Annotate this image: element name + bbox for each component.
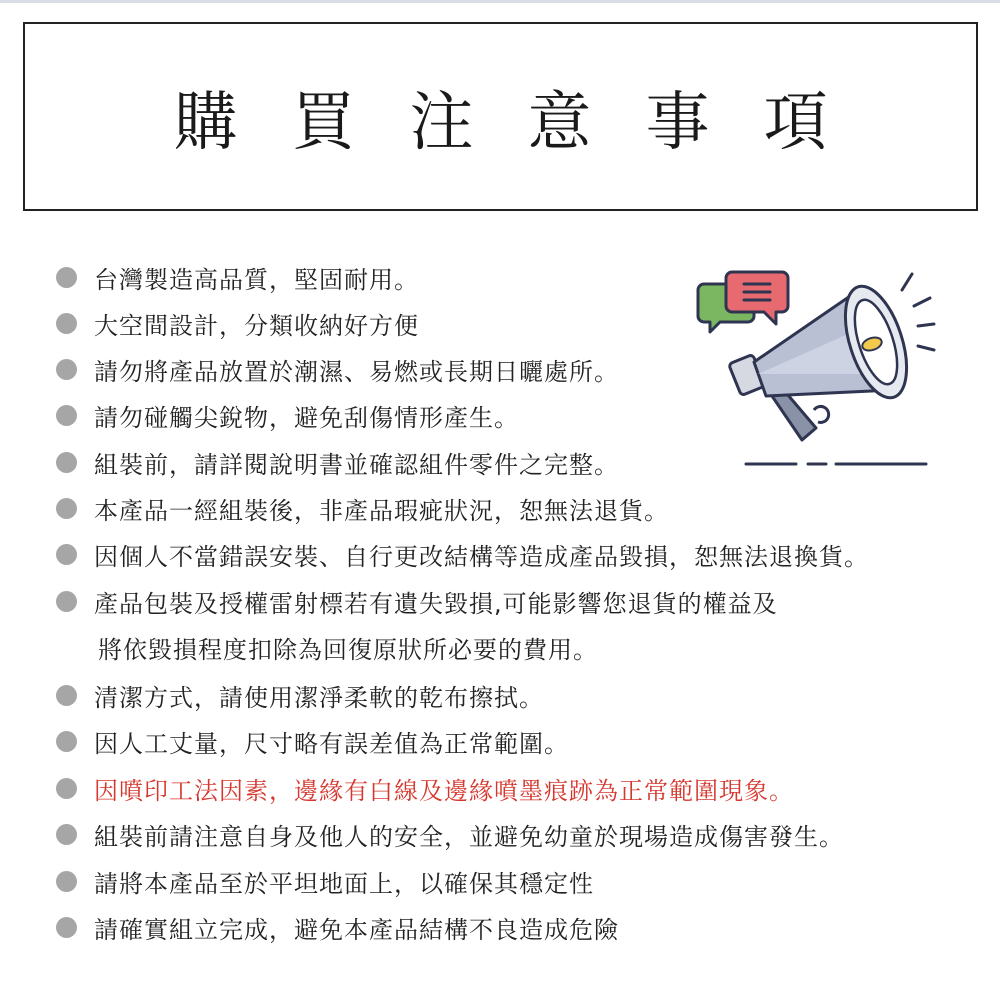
note-text: 因人工丈量，尺寸略有誤差值為正常範圍。 [94, 729, 569, 758]
top-divider [0, 0, 1000, 3]
bullet-icon [56, 452, 77, 473]
note-text: 請勿碰觸尖銳物，避免刮傷情形產生。 [94, 403, 519, 432]
bullet-icon [56, 778, 77, 799]
note-item [56, 487, 669, 529]
note-item [56, 533, 869, 575]
note-text: 請勿將產品放置於潮濕、易燃或長期日曬處所。 [94, 357, 619, 386]
note-item-highlight [56, 767, 794, 809]
bullet-icon [56, 267, 77, 288]
bullet-icon [56, 917, 77, 938]
note-item [56, 906, 619, 948]
note-text: 台灣製造高品質，堅固耐用。 [94, 265, 419, 294]
note-text: 組裝前，請詳閱說明書並確認組件零件之完整。 [94, 450, 619, 479]
megaphone-illustration [696, 262, 936, 474]
megaphone-icon [696, 262, 936, 474]
bullet-icon [56, 685, 77, 706]
note-item [56, 674, 544, 716]
note-item [56, 813, 844, 855]
note-text: 產品包裝及授權雷射標若有遺失毀損,可能影響您退貨的權益及 [94, 589, 778, 618]
note-text: 組裝前請注意自身及他人的安全，並避免幼童於現場造成傷害發生。 [94, 822, 844, 851]
note-item [56, 441, 619, 483]
note-item [56, 860, 594, 902]
note-text: 清潔方式，請使用潔淨柔軟的乾布擦拭。 [94, 683, 544, 712]
note-text: 本產品一經組裝後，非產品瑕疵狀況，恕無法退貨。 [94, 496, 669, 525]
note-item [56, 302, 419, 344]
title-box [23, 22, 978, 211]
note-text: 因噴印工法因素，邊緣有白線及邊緣噴墨痕跡為正常範圍現象。 [94, 776, 794, 805]
note-item [56, 394, 519, 436]
note-item [56, 720, 569, 762]
page-title: 購買注意事項 [173, 85, 882, 160]
bullet-icon [56, 591, 77, 612]
note-continuation: 將依毀損程度扣除為回復原狀所必要的費用。 [98, 635, 598, 664]
bullet-icon [56, 731, 77, 752]
bullet-icon [56, 824, 77, 845]
bullet-icon [56, 359, 77, 380]
note-item [56, 348, 619, 390]
bullet-icon [56, 405, 77, 426]
note-text: 請將本產品至於平坦地面上，以確保其穩定性 [94, 869, 594, 898]
note-text: 因個人不當錯誤安裝、自行更改結構等造成產品毀損，恕無法退換貨。 [94, 542, 869, 571]
bullet-icon [56, 313, 77, 334]
bullet-icon [56, 544, 77, 565]
note-item [56, 256, 419, 298]
bullet-icon [56, 498, 77, 519]
note-text: 請確實組立完成，避免本產品結構不良造成危險 [94, 915, 619, 944]
note-item [56, 580, 778, 622]
bullet-icon [56, 871, 77, 892]
note-text: 大空間設計，分類收納好方便 [94, 311, 419, 340]
